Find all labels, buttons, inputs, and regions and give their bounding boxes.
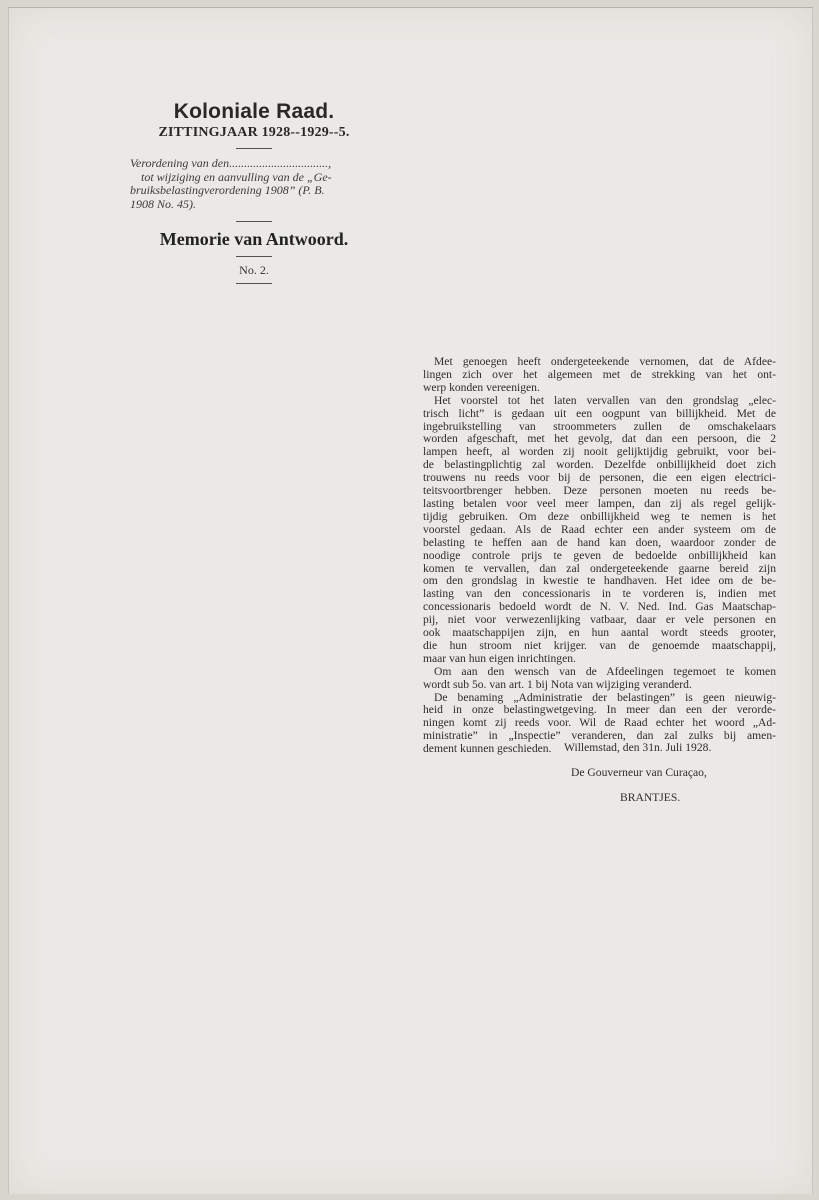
document-page: [8, 7, 813, 1194]
body-line: maar van hun eigen inrichtingen.: [423, 651, 576, 665]
body-line: lasting van den concessionaris in te vorderen is, indien met: [423, 587, 776, 601]
body-line: die hun stroom niet krijger. van de genoemde maatschappij,: [423, 638, 776, 652]
body-line: belasting te heffen aan de hand kan doen, waardoor zonder de: [423, 535, 776, 549]
body-line: Het voorstel tot het laten vervallen van den grondslag „elec-: [434, 393, 776, 407]
signatory-name: BRANTJES.: [620, 791, 681, 804]
body-line: komen te vervallen, dan zal ondergeteekende gaarne bereid zijn: [423, 561, 776, 575]
body-line: voorstel gedaan. Als de Raad echter een ander systeem om de: [423, 522, 776, 536]
body-line: ingebruikstelling van stroommeters zullen de omschakelaars: [423, 419, 776, 433]
memorie-body: [423, 356, 776, 756]
ordinance-line: tot wijziging en aanvulling van de „Ge-: [141, 169, 332, 184]
body-line: lampen heeft, al worden zij nooit gelijktijdig gebruikt, voor bei-: [423, 445, 776, 459]
ordinance-line: bruiksbelastingverordening 1908” (P. B.: [130, 183, 325, 197]
place-date: Willemstad, den 31n. Juli 1928.: [564, 741, 712, 754]
body-line: lingen zich over het algemeen met de strekking van het ont-: [423, 367, 776, 381]
body-line: werp konden vereenigen.: [423, 380, 540, 394]
council-title: Koloniale Raad.: [173, 100, 335, 123]
document-header: [121, 100, 387, 290]
body-line: concessionaris bedoeld wordt de N. V. Ned. Ind. Gas Maatschap-: [423, 600, 776, 614]
body-line: worden afgeschaft, met het gevolg, dat dan een persoon, die 2: [423, 432, 776, 446]
body-line: de belastingplichtig zal worden. Dezelfde onbillijkheid doet zich: [423, 458, 776, 472]
memorie-heading: Memorie van Antwoord.: [159, 229, 349, 249]
signatory-role: De Gouverneur van Curaçao,: [571, 766, 707, 779]
divider: [236, 283, 272, 284]
document-number: No. 2.: [239, 263, 269, 277]
body-line: Om aan den wensch van de Afdeelingen tegemoet te komen: [434, 664, 776, 678]
body-line: wordt sub 5o. van art. 1 bij Nota van wijziging veranderd.: [423, 677, 692, 691]
body-line: pij, niet voor verwezenlijking vatbaar, daar er vele personen en: [423, 613, 776, 627]
body-line: tijdig gebruiken. Om deze onbillijkheid weg te nemen is het: [423, 509, 776, 523]
body-line: teitsvoortbrenger hebben. Deze personen moeten nu reeds be-: [423, 484, 776, 498]
body-line: om den grondslag in kwestie te handhaven. Het idee om de be-: [423, 574, 776, 588]
divider: [236, 256, 272, 257]
body-line: ook maatschappijen zijn, en hun aantal wordt steeds grooter,: [423, 626, 776, 640]
body-line: lasting betalen voor veel meer lampen, dan zij als regel gelijk-: [423, 496, 776, 510]
session-year: ZITTINGJAAR 1928--1929--5.: [158, 125, 350, 140]
divider: [236, 221, 272, 222]
body-line: ministratie” in „Inspectie” veranderen, dan zal zulks bij amen-: [423, 729, 776, 743]
body-line: Met genoegen heeft ondergeteekende vernomen, dat de Afdee-: [434, 355, 776, 368]
divider: [236, 148, 272, 149]
body-line: trisch licht” is gedaan uit een oogpunt van billijkheid. Met de: [423, 406, 776, 420]
body-line: De benaming „Administratie der belastingen” is geen nieuwig-: [434, 690, 776, 704]
ordinance-description: [130, 157, 380, 211]
body-line: dement kunnen geschieden.: [423, 742, 552, 756]
body-line: heid in onze belastingwetgeving. In meer dan een der verorde-: [423, 703, 776, 717]
ordinance-line: 1908 No. 45).: [130, 196, 196, 211]
body-line: ningen komt zij reeds voor. Wil de Raad echter het woord „Ad-: [423, 716, 776, 730]
ordinance-line: Verordening van den.................................,: [130, 156, 332, 170]
body-line: trouwens nu reeds voor bij de personen, die een eigen electrici-: [423, 471, 776, 485]
body-line: noodige controle prijs te geven de bedoelde onbillijkheid kan: [423, 548, 776, 562]
